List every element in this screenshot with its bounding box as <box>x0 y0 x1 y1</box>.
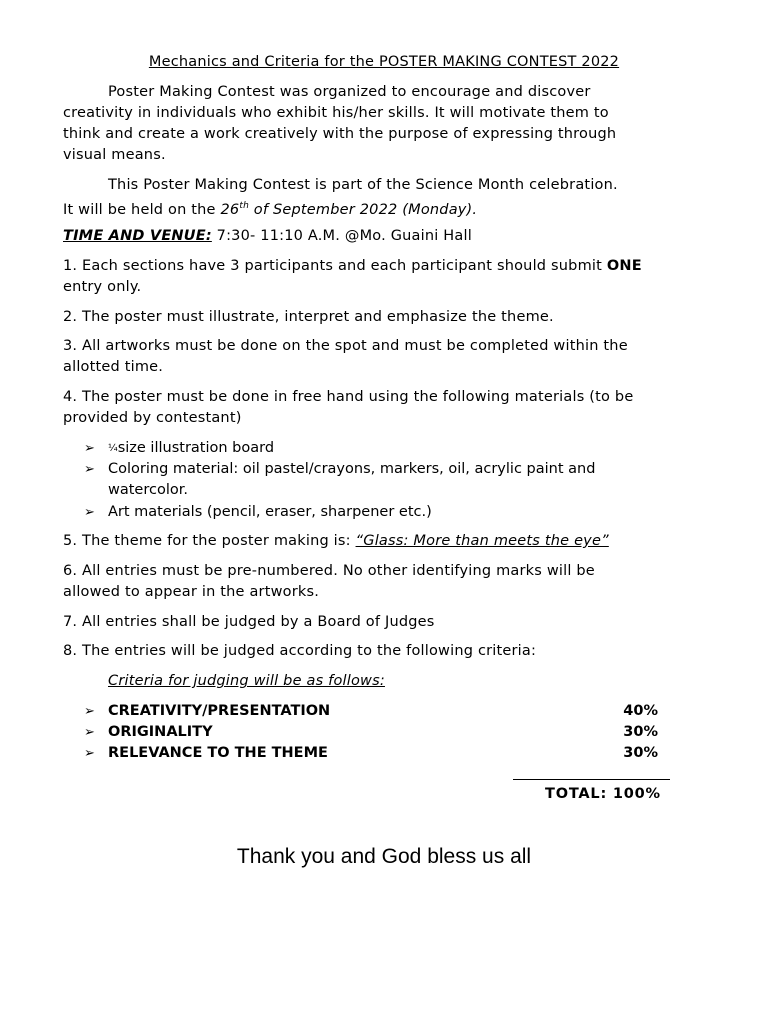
criteria-percent: 40% <box>623 703 658 719</box>
document-title: Mechanics and Criteria for the POSTER MAKING CONTEST 2022 <box>148 54 620 70</box>
rule-5-text: 5. The theme for the poster making is: <box>63 533 356 549</box>
event-date <box>221 202 478 218</box>
material-item-3-text: Art materials (pencil, eraser, sharpener etc.) <box>108 504 432 520</box>
contest-theme: “Glass: More than meets the eye” <box>355 533 609 549</box>
criteria-percent: 30% <box>623 745 658 761</box>
arrow-bullet-icon: ➢ <box>84 746 95 761</box>
rule-6-line-2: allowed to appear in the artworks. <box>63 584 320 600</box>
total-divider <box>513 779 670 780</box>
criteria-label: ORIGINALITY <box>108 724 213 740</box>
rule-1-text: 1. Each sections have 3 participants and each participant should submit <box>63 258 607 274</box>
rule-8: 8. The entries will be judged according to the following criteria: <box>63 643 537 659</box>
intro-line-1: Poster Making Contest was organized to encourage and discover <box>108 84 591 100</box>
arrow-bullet-icon: ➢ <box>84 462 95 477</box>
rule-1-line-2: entry only. <box>63 279 142 295</box>
time-venue-line <box>63 226 472 247</box>
criteria-row <box>84 701 674 722</box>
intro-line-2: creativity in individuals who exhibit his/her skills. It will motivate them to <box>63 105 609 121</box>
criteria-label: RELEVANCE TO THE THEME <box>108 745 328 761</box>
criteria-heading: Criteria for judging will be as follows: <box>108 673 385 689</box>
rule-3-line-2: allotted time. <box>63 359 164 375</box>
criteria-total: TOTAL: 100% <box>545 786 661 802</box>
time-venue-label: TIME AND VENUE: <box>63 228 212 244</box>
paragraph-2-text: It will be held on the <box>63 201 221 218</box>
arrow-bullet-icon: ➢ <box>84 725 95 740</box>
rule-5 <box>63 531 609 552</box>
arrow-bullet-icon: ➢ <box>84 441 95 456</box>
rule-1-line-1 <box>63 256 642 277</box>
arrow-bullet-icon: ➢ <box>84 704 95 719</box>
criteria-percent: 30% <box>623 724 658 740</box>
rule-6-line-1: 6. All entries must be pre-numbered. No other identifying marks will be <box>63 563 595 579</box>
rule-3-line-1: 3. All artworks must be done on the spot and must be completed within the <box>63 338 628 354</box>
criteria-row <box>84 743 674 764</box>
rule-4-line-2: provided by contestant) <box>63 410 242 426</box>
intro-line-3: think and create a work creatively with the purpose of expressing through <box>63 126 617 142</box>
criteria-label: CREATIVITY/PRESENTATION <box>108 703 331 719</box>
material-item-1-text: size illustration board <box>117 440 275 456</box>
fraction-quarter: ¼ <box>108 443 118 454</box>
event-date-suffix: th <box>239 201 249 211</box>
arrow-bullet-icon: ➢ <box>84 505 95 520</box>
intro-line-4: visual means. <box>63 147 166 163</box>
rule-4-line-1: 4. The poster must be done in free hand using the following materials (to be <box>63 389 634 405</box>
time-venue-value: 7:30- 11:10 A.M. @Mo. Guaini Hall <box>211 228 472 244</box>
paragraph-2-line-2 <box>63 196 477 221</box>
material-item-2 <box>84 459 595 480</box>
rule-7: 7. All entries shall be judged by a Board of Judges <box>63 614 435 630</box>
rule-1-emphasis: ONE <box>606 258 642 274</box>
material-item-3 <box>84 502 432 523</box>
closing-message: Thank you and God bless us all <box>236 845 532 868</box>
criteria-row <box>84 722 674 743</box>
material-item-2-continued: watercolor. <box>108 482 188 498</box>
paragraph-2-line-1: This Poster Making Contest is part of the Science Month celebration. <box>108 177 618 193</box>
event-date-rest: of September 2022 (Monday). <box>249 201 478 218</box>
material-item-2-text: Coloring material: oil pastel/crayons, markers, oil, acrylic paint and <box>108 461 596 477</box>
rule-2: 2. The poster must illustrate, interpret and emphasize the theme. <box>63 309 554 325</box>
material-item-1 <box>84 438 274 459</box>
event-date-day: 26 <box>220 201 240 218</box>
